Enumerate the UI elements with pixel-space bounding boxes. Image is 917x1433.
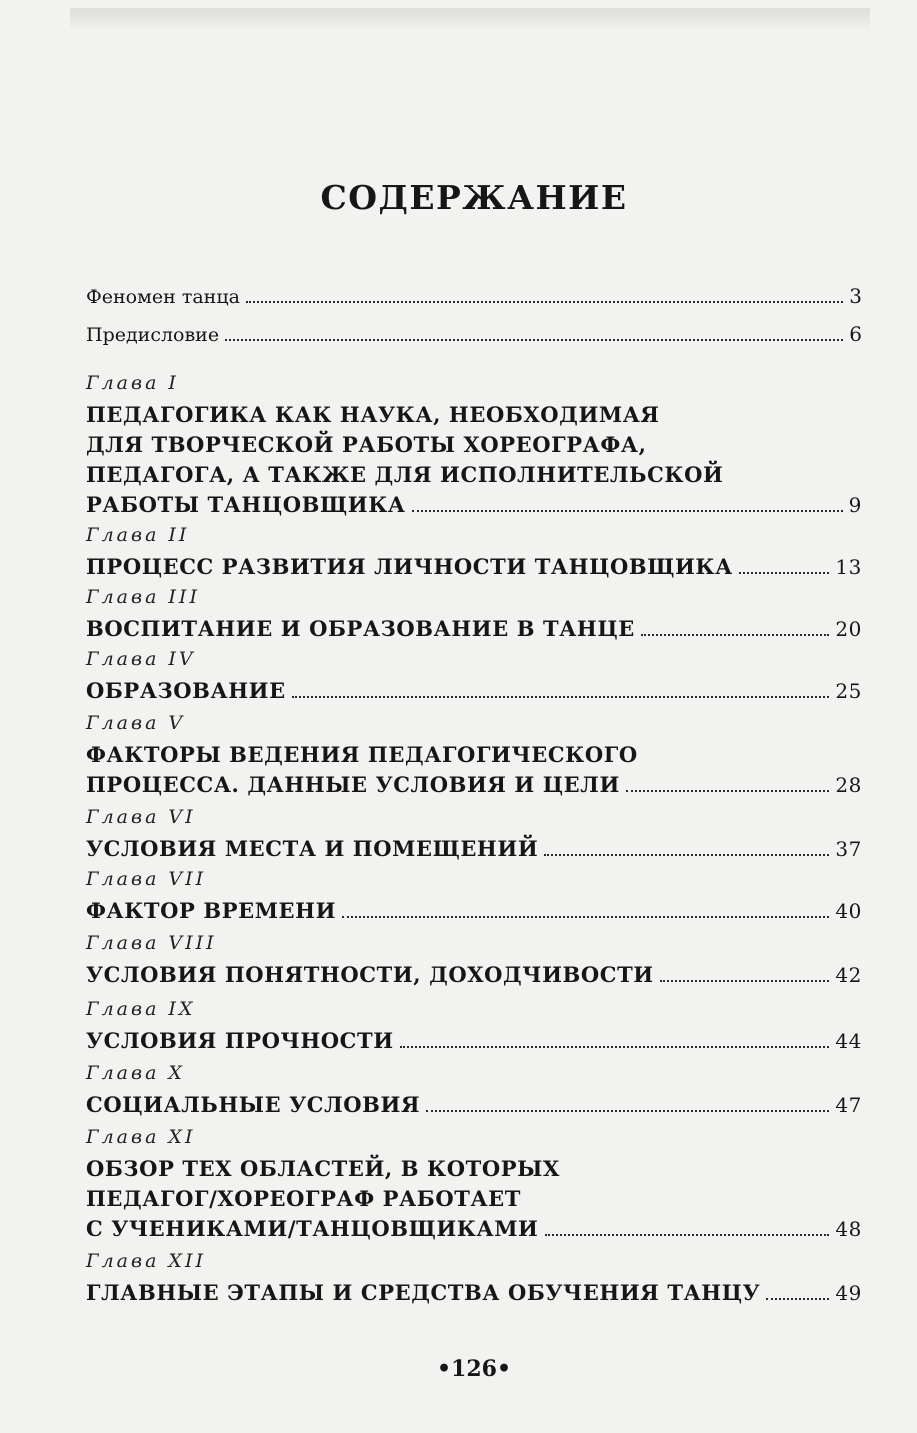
chapter-title: Феномен танца [86,286,240,308]
dot-leader [545,1233,830,1236]
dot-leader [641,633,829,636]
dot-leader [660,979,830,982]
chapter-label: Глава VIII [86,932,217,954]
chapter-label: Глава X [86,1062,185,1084]
chapter-title: ФАКТОР ВРЕМЕНИ [86,898,337,923]
chapter-label: Глава VI [86,806,196,828]
chapter-label: Глава IV [86,648,196,670]
dot-leader [225,338,843,341]
dot-leader [292,695,830,698]
chapter-title: УСЛОВИЯ ПРОЧНОСТИ [86,1028,394,1053]
dot-leader [400,1045,830,1048]
page-ref: 6 [849,322,862,346]
page-ref: 13 [835,555,862,579]
page-title: СОДЕРЖАНИЕ [320,178,628,217]
dot-leader [342,915,829,918]
chapter-title: ПРОЦЕСС РАЗВИТИЯ ЛИЧНОСТИ ТАНЦОВЩИКА [86,554,733,579]
dot-leader [766,1297,829,1300]
chapter-label: Глава XI [86,1126,196,1148]
dot-leader [544,853,829,856]
page [86,0,862,1433]
toc-line-with-page [86,898,862,923]
chapter-label: Глава VII [86,868,207,890]
chapter-label: Глава IX [86,998,196,1020]
toc-line-with-page [86,284,862,308]
chapter-label: Глава I [86,372,179,394]
toc-line-with-page [86,836,862,861]
page-ref: 44 [835,1029,862,1053]
page-ref: 42 [835,963,862,987]
chapter-title: ПЕДАГОГИКА КАК НАУКА, НЕОБХОДИМАЯ [86,402,660,427]
toc-line-with-page [86,1216,862,1241]
chapter-label: Глава II [86,524,190,546]
chapter-title: ГЛАВНЫЕ ЭТАПЫ И СРЕДСТВА ОБУЧЕНИЯ ТАНЦУ [86,1280,761,1305]
dot-leader [246,300,843,303]
toc-line-with-page [86,1092,862,1117]
chapter-title: Предисловие [86,324,220,346]
page-number: •126• [436,1356,512,1382]
toc-line-with-page [86,554,862,579]
chapter-title: УСЛОВИЯ МЕСТА И ПОМЕЩЕНИЙ [86,836,539,861]
page-ref: 49 [835,1281,862,1305]
chapter-title: ПРОЦЕССА. ДАННЫЕ УСЛОВИЯ И ЦЕЛИ [86,772,620,797]
page-ref: 25 [835,679,862,703]
dot-leader [426,1109,829,1112]
toc-line-with-page [86,322,862,346]
toc-line-with-page [86,678,862,703]
chapter-title: ФАКТОРЫ ВЕДЕНИЯ ПЕДАГОГИЧЕСКОГО [86,742,638,767]
page-ref: 40 [835,899,862,923]
chapter-title: ОБРАЗОВАНИЕ [86,678,286,703]
chapter-title: ВОСПИТАНИЕ И ОБРАЗОВАНИЕ В ТАНЦЕ [86,616,635,641]
chapter-title: ОБЗОР ТЕХ ОБЛАСТЕЙ, В КОТОРЫХ [86,1156,560,1181]
page-ref: 9 [848,493,862,517]
dot-leader [626,789,829,792]
chapter-label: Глава V [86,712,186,734]
chapter-title: РАБОТЫ ТАНЦОВЩИКА [86,492,406,517]
toc-line-with-page [86,772,862,797]
toc-line-with-page [86,1280,862,1305]
page-ref: 37 [835,837,862,861]
toc-line-with-page [86,492,862,517]
page-ref: 48 [835,1217,862,1241]
chapter-title: ПЕДАГОГА, А ТАКЖЕ ДЛЯ ИСПОЛНИТЕЛЬСКОЙ [86,462,724,487]
page-ref: 28 [835,773,862,797]
chapter-label: Глава XII [86,1250,206,1272]
chapter-title: ПЕДАГОГ/ХОРЕОГРАФ РАБОТАЕТ [86,1186,521,1211]
page-ref: 3 [849,284,862,308]
page-ref: 20 [835,617,862,641]
toc-line-with-page [86,1028,862,1053]
dot-leader [739,571,830,574]
chapter-title: УСЛОВИЯ ПОНЯТНОСТИ, ДОХОДЧИВОСТИ [86,962,654,987]
chapter-title: СОЦИАЛЬНЫЕ УСЛОВИЯ [86,1092,421,1117]
toc-line-with-page [86,616,862,641]
chapter-title: ДЛЯ ТВОРЧЕСКОЙ РАБОТЫ ХОРЕОГРАФА, [86,432,647,457]
dot-leader [412,509,843,512]
chapter-title: С УЧЕНИКАМИ/ТАНЦОВЩИКАМИ [86,1216,539,1241]
toc-line-with-page [86,962,862,987]
page-ref: 47 [835,1093,862,1117]
chapter-label: Глава III [86,586,200,608]
